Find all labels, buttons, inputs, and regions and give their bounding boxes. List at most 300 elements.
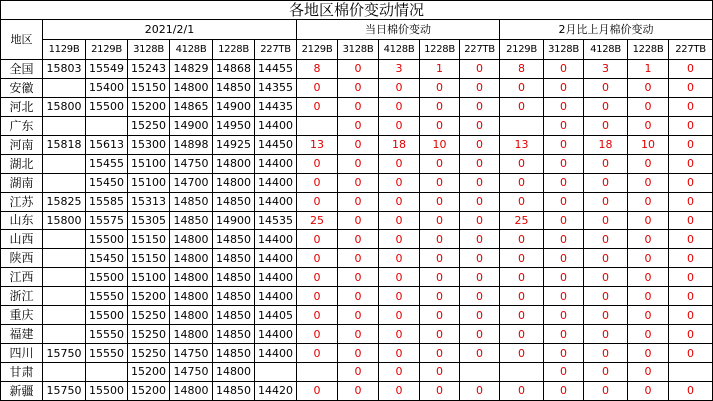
price-cell: 15550 bbox=[86, 325, 128, 344]
price-col-header: 3128B bbox=[128, 40, 170, 60]
daily-change-cell: 0 bbox=[420, 211, 460, 230]
monthly-change-cell: 0 bbox=[500, 344, 544, 363]
price-cell: 14850 bbox=[213, 192, 255, 211]
group-daily-change-header: 当日棉价变动 bbox=[297, 20, 500, 40]
monthly-change-cell: 0 bbox=[544, 249, 584, 268]
price-cell bbox=[43, 116, 86, 135]
daily-change-cell: 0 bbox=[379, 154, 420, 173]
daily-change-col-header: 4128B bbox=[379, 40, 420, 60]
price-col-header: 2129B bbox=[86, 40, 128, 60]
monthly-change-cell: 0 bbox=[628, 230, 669, 249]
price-cell: 14850 bbox=[213, 287, 255, 306]
price-cell: 15100 bbox=[128, 173, 170, 192]
monthly-change-cell: 0 bbox=[500, 230, 544, 249]
price-cell: 15455 bbox=[86, 154, 128, 173]
price-cell: 15750 bbox=[43, 381, 86, 400]
monthly-change-cell: 0 bbox=[628, 173, 669, 192]
price-cell: 14400 bbox=[255, 325, 297, 344]
price-cell: 14800 bbox=[213, 154, 255, 173]
region-cell: 浙江 bbox=[1, 287, 43, 306]
price-cell: 15825 bbox=[43, 192, 86, 211]
daily-change-cell bbox=[460, 363, 500, 382]
daily-change-cell: 0 bbox=[420, 78, 460, 97]
monthly-change-cell: 0 bbox=[584, 78, 628, 97]
monthly-change-cell: 0 bbox=[628, 249, 669, 268]
monthly-change-cell: 25 bbox=[500, 211, 544, 230]
monthly-change-cell: 0 bbox=[500, 381, 544, 400]
monthly-change-cell: 0 bbox=[628, 363, 669, 382]
monthly-change-cell bbox=[669, 363, 713, 382]
daily-change-cell: 0 bbox=[379, 325, 420, 344]
price-cell: 15550 bbox=[86, 344, 128, 363]
daily-change-cell: 0 bbox=[338, 135, 379, 154]
daily-change-cell: 25 bbox=[297, 211, 338, 230]
daily-change-cell: 0 bbox=[460, 287, 500, 306]
monthly-change-cell: 18 bbox=[584, 135, 628, 154]
daily-change-cell: 0 bbox=[338, 60, 379, 79]
monthly-change-cell: 0 bbox=[669, 192, 713, 211]
region-cell: 江苏 bbox=[1, 192, 43, 211]
monthly-change-col-header: 2129B bbox=[500, 40, 544, 60]
monthly-change-cell: 0 bbox=[628, 116, 669, 135]
monthly-change-cell: 0 bbox=[669, 211, 713, 230]
table-row bbox=[1, 268, 713, 287]
price-cell bbox=[43, 268, 86, 287]
daily-change-cell: 0 bbox=[338, 325, 379, 344]
monthly-change-cell: 0 bbox=[628, 78, 669, 97]
region-cell: 安徽 bbox=[1, 78, 43, 97]
monthly-change-cell: 0 bbox=[544, 381, 584, 400]
daily-change-cell: 0 bbox=[297, 249, 338, 268]
price-cell: 14400 bbox=[255, 344, 297, 363]
table-row bbox=[1, 381, 713, 400]
monthly-change-cell: 0 bbox=[500, 287, 544, 306]
monthly-change-cell: 0 bbox=[500, 306, 544, 325]
daily-change-cell: 0 bbox=[420, 97, 460, 116]
daily-change-col-header: 3128B bbox=[338, 40, 379, 60]
daily-change-cell: 0 bbox=[420, 230, 460, 249]
daily-change-cell: 0 bbox=[379, 192, 420, 211]
monthly-change-cell: 8 bbox=[500, 60, 544, 79]
price-cell: 15150 bbox=[128, 249, 170, 268]
price-cell: 14750 bbox=[170, 363, 213, 382]
daily-change-cell: 1 bbox=[420, 60, 460, 79]
daily-change-cell: 0 bbox=[420, 344, 460, 363]
price-cell: 14868 bbox=[213, 60, 255, 79]
price-cell: 14420 bbox=[255, 381, 297, 400]
price-col-header: 1228B bbox=[213, 40, 255, 60]
monthly-change-cell: 0 bbox=[544, 154, 584, 173]
monthly-change-cell bbox=[500, 363, 544, 382]
price-cell: 14400 bbox=[255, 268, 297, 287]
daily-change-cell: 0 bbox=[379, 287, 420, 306]
monthly-change-cell: 0 bbox=[669, 78, 713, 97]
daily-change-cell: 0 bbox=[379, 268, 420, 287]
region-cell: 广东 bbox=[1, 116, 43, 135]
monthly-change-cell: 0 bbox=[584, 173, 628, 192]
monthly-change-col-header: 1228B bbox=[628, 40, 669, 60]
monthly-change-cell: 0 bbox=[584, 192, 628, 211]
monthly-change-cell: 0 bbox=[544, 306, 584, 325]
daily-change-cell: 0 bbox=[460, 173, 500, 192]
price-cell: 14405 bbox=[255, 306, 297, 325]
monthly-change-cell: 0 bbox=[544, 211, 584, 230]
monthly-change-cell: 0 bbox=[628, 344, 669, 363]
price-cell: 14850 bbox=[213, 249, 255, 268]
table-row bbox=[1, 60, 713, 79]
daily-change-cell bbox=[297, 363, 338, 382]
monthly-change-col-header: 3128B bbox=[544, 40, 584, 60]
daily-change-cell: 0 bbox=[297, 287, 338, 306]
table-row bbox=[1, 78, 713, 97]
monthly-change-col-header: 227TB bbox=[669, 40, 713, 60]
daily-change-cell: 0 bbox=[338, 381, 379, 400]
group-date-header: 2021/2/1 bbox=[43, 20, 297, 40]
price-cell: 15305 bbox=[128, 211, 170, 230]
table-row bbox=[1, 154, 713, 173]
price-cell: 14800 bbox=[170, 287, 213, 306]
daily-change-cell: 0 bbox=[460, 306, 500, 325]
price-cell: 15500 bbox=[86, 306, 128, 325]
price-cell: 14400 bbox=[255, 230, 297, 249]
monthly-change-cell: 0 bbox=[628, 211, 669, 230]
price-cell bbox=[43, 78, 86, 97]
price-cell: 15500 bbox=[86, 97, 128, 116]
daily-change-cell: 0 bbox=[338, 116, 379, 135]
daily-change-cell: 0 bbox=[297, 97, 338, 116]
region-cell: 河北 bbox=[1, 97, 43, 116]
monthly-change-cell: 0 bbox=[544, 78, 584, 97]
monthly-change-cell: 0 bbox=[500, 97, 544, 116]
monthly-change-cell: 0 bbox=[544, 173, 584, 192]
price-cell: 14400 bbox=[255, 249, 297, 268]
daily-change-cell: 0 bbox=[420, 116, 460, 135]
region-cell: 陕西 bbox=[1, 249, 43, 268]
monthly-change-cell: 3 bbox=[584, 60, 628, 79]
daily-change-cell: 0 bbox=[460, 249, 500, 268]
table-row bbox=[1, 135, 713, 154]
monthly-change-cell: 0 bbox=[669, 325, 713, 344]
monthly-change-cell: 0 bbox=[584, 306, 628, 325]
daily-change-cell: 0 bbox=[460, 60, 500, 79]
monthly-change-cell: 0 bbox=[628, 154, 669, 173]
price-cell: 15400 bbox=[86, 78, 128, 97]
region-cell: 新疆 bbox=[1, 381, 43, 400]
monthly-change-cell: 0 bbox=[584, 211, 628, 230]
daily-change-cell: 0 bbox=[338, 173, 379, 192]
price-cell: 15613 bbox=[86, 135, 128, 154]
daily-change-cell: 0 bbox=[460, 97, 500, 116]
daily-change-cell: 0 bbox=[379, 344, 420, 363]
monthly-change-cell: 0 bbox=[500, 154, 544, 173]
price-cell: 14850 bbox=[213, 344, 255, 363]
monthly-change-cell: 0 bbox=[669, 287, 713, 306]
daily-change-cell: 0 bbox=[379, 230, 420, 249]
daily-change-col-header: 227TB bbox=[460, 40, 500, 60]
daily-change-cell: 0 bbox=[420, 268, 460, 287]
region-cell: 四川 bbox=[1, 344, 43, 363]
price-cell: 15450 bbox=[86, 249, 128, 268]
price-cell bbox=[43, 173, 86, 192]
daily-change-cell: 0 bbox=[338, 154, 379, 173]
table-row bbox=[1, 363, 713, 382]
monthly-change-cell: 0 bbox=[628, 192, 669, 211]
monthly-change-cell: 0 bbox=[669, 381, 713, 400]
price-cell: 14700 bbox=[170, 173, 213, 192]
price-cell: 14850 bbox=[213, 230, 255, 249]
daily-change-cell: 0 bbox=[460, 116, 500, 135]
daily-change-cell: 0 bbox=[420, 363, 460, 382]
daily-change-cell: 0 bbox=[338, 344, 379, 363]
daily-change-cell: 0 bbox=[379, 97, 420, 116]
table-row bbox=[1, 287, 713, 306]
table-row bbox=[1, 211, 713, 230]
price-col-header: 1129B bbox=[43, 40, 86, 60]
daily-change-cell: 0 bbox=[420, 381, 460, 400]
daily-change-cell: 3 bbox=[379, 60, 420, 79]
daily-change-cell: 0 bbox=[379, 249, 420, 268]
price-cell: 14535 bbox=[255, 211, 297, 230]
monthly-change-cell: 0 bbox=[628, 381, 669, 400]
daily-change-cell: 0 bbox=[297, 192, 338, 211]
price-cell: 14900 bbox=[170, 116, 213, 135]
daily-change-cell: 0 bbox=[379, 306, 420, 325]
monthly-change-cell: 0 bbox=[544, 344, 584, 363]
monthly-change-cell: 0 bbox=[584, 363, 628, 382]
price-col-header: 4128B bbox=[170, 40, 213, 60]
price-cell: 15200 bbox=[128, 97, 170, 116]
daily-change-cell: 0 bbox=[460, 344, 500, 363]
monthly-change-cell: 0 bbox=[669, 154, 713, 173]
table-row bbox=[1, 116, 713, 135]
price-cell: 14850 bbox=[213, 268, 255, 287]
daily-change-col-header: 2129B bbox=[297, 40, 338, 60]
daily-change-cell: 0 bbox=[338, 192, 379, 211]
price-cell: 15150 bbox=[128, 230, 170, 249]
monthly-change-cell: 0 bbox=[500, 268, 544, 287]
region-cell: 河南 bbox=[1, 135, 43, 154]
daily-change-cell: 0 bbox=[379, 116, 420, 135]
monthly-change-cell: 0 bbox=[584, 249, 628, 268]
monthly-change-cell: 0 bbox=[544, 230, 584, 249]
table-row bbox=[1, 97, 713, 116]
price-cell: 14900 bbox=[213, 211, 255, 230]
price-cell: 14829 bbox=[170, 60, 213, 79]
price-cell: 14800 bbox=[170, 78, 213, 97]
price-cell: 15200 bbox=[128, 363, 170, 382]
monthly-change-cell: 10 bbox=[628, 135, 669, 154]
price-cell: 14355 bbox=[255, 78, 297, 97]
group-monthly-change-header: 2月比上月棉价变动 bbox=[500, 20, 713, 40]
price-cell: 15313 bbox=[128, 192, 170, 211]
price-cell: 14400 bbox=[255, 173, 297, 192]
monthly-change-cell: 0 bbox=[669, 230, 713, 249]
price-cell: 14800 bbox=[213, 173, 255, 192]
price-cell bbox=[43, 287, 86, 306]
monthly-change-cell: 0 bbox=[669, 135, 713, 154]
price-cell: 15800 bbox=[43, 97, 86, 116]
daily-change-cell bbox=[297, 116, 338, 135]
price-cell: 14435 bbox=[255, 97, 297, 116]
price-cell: 15585 bbox=[86, 192, 128, 211]
price-cell: 15200 bbox=[128, 287, 170, 306]
region-cell: 福建 bbox=[1, 325, 43, 344]
daily-change-cell: 0 bbox=[379, 381, 420, 400]
daily-change-cell: 10 bbox=[420, 135, 460, 154]
daily-change-cell: 0 bbox=[297, 381, 338, 400]
table-row bbox=[1, 325, 713, 344]
monthly-change-cell: 0 bbox=[628, 325, 669, 344]
price-cell: 15250 bbox=[128, 306, 170, 325]
price-cell: 14850 bbox=[213, 78, 255, 97]
price-cell: 14865 bbox=[170, 97, 213, 116]
price-cell: 15250 bbox=[128, 116, 170, 135]
table-row bbox=[1, 306, 713, 325]
table-title: 各地区棉价变动情况 bbox=[1, 1, 713, 20]
monthly-change-cell: 0 bbox=[584, 287, 628, 306]
monthly-change-cell: 0 bbox=[544, 268, 584, 287]
price-cell: 14450 bbox=[255, 135, 297, 154]
price-cell: 14898 bbox=[170, 135, 213, 154]
price-cell bbox=[43, 363, 86, 382]
price-cell: 14400 bbox=[255, 287, 297, 306]
daily-change-cell: 0 bbox=[379, 363, 420, 382]
region-header: 地区 bbox=[1, 20, 43, 60]
daily-change-cell: 0 bbox=[420, 287, 460, 306]
daily-change-cell: 0 bbox=[420, 173, 460, 192]
table-row bbox=[1, 173, 713, 192]
monthly-change-cell: 13 bbox=[500, 135, 544, 154]
monthly-change-cell: 0 bbox=[584, 268, 628, 287]
monthly-change-cell: 0 bbox=[500, 173, 544, 192]
monthly-change-cell: 0 bbox=[628, 97, 669, 116]
daily-change-cell: 0 bbox=[338, 78, 379, 97]
price-cell: 15300 bbox=[128, 135, 170, 154]
price-cell: 14400 bbox=[255, 154, 297, 173]
price-cell: 15800 bbox=[43, 211, 86, 230]
monthly-change-cell: 0 bbox=[584, 230, 628, 249]
price-cell: 14800 bbox=[170, 306, 213, 325]
monthly-change-cell: 0 bbox=[669, 60, 713, 79]
price-cell: 15549 bbox=[86, 60, 128, 79]
daily-change-cell: 0 bbox=[420, 306, 460, 325]
price-cell bbox=[86, 363, 128, 382]
price-cell: 14850 bbox=[170, 192, 213, 211]
daily-change-cell: 0 bbox=[297, 344, 338, 363]
daily-change-cell: 0 bbox=[338, 287, 379, 306]
daily-change-cell: 0 bbox=[297, 306, 338, 325]
daily-change-cell: 0 bbox=[338, 97, 379, 116]
price-cell: 14850 bbox=[170, 211, 213, 230]
region-cell: 甘肃 bbox=[1, 363, 43, 382]
monthly-change-cell: 0 bbox=[544, 60, 584, 79]
monthly-change-cell: 0 bbox=[500, 78, 544, 97]
price-cell: 14850 bbox=[213, 325, 255, 344]
table-row bbox=[1, 344, 713, 363]
price-cell: 15150 bbox=[128, 78, 170, 97]
monthly-change-cell: 0 bbox=[544, 135, 584, 154]
region-cell: 湖北 bbox=[1, 154, 43, 173]
daily-change-cell: 0 bbox=[460, 192, 500, 211]
price-cell: 14400 bbox=[255, 192, 297, 211]
daily-change-cell: 0 bbox=[460, 230, 500, 249]
price-cell: 14800 bbox=[213, 363, 255, 382]
monthly-change-cell: 0 bbox=[500, 325, 544, 344]
monthly-change-cell: 0 bbox=[584, 116, 628, 135]
daily-change-cell: 0 bbox=[460, 268, 500, 287]
monthly-change-cell: 0 bbox=[544, 363, 584, 382]
monthly-change-cell bbox=[500, 116, 544, 135]
region-cell: 山西 bbox=[1, 230, 43, 249]
price-cell: 15200 bbox=[128, 381, 170, 400]
daily-change-cell: 0 bbox=[297, 173, 338, 192]
daily-change-cell: 0 bbox=[460, 381, 500, 400]
monthly-change-cell: 0 bbox=[500, 249, 544, 268]
region-cell: 江西 bbox=[1, 268, 43, 287]
price-cell: 15243 bbox=[128, 60, 170, 79]
daily-change-cell: 0 bbox=[297, 325, 338, 344]
monthly-change-cell: 0 bbox=[669, 268, 713, 287]
daily-change-cell: 0 bbox=[420, 154, 460, 173]
region-cell: 重庆 bbox=[1, 306, 43, 325]
monthly-change-cell: 0 bbox=[584, 344, 628, 363]
monthly-change-cell: 0 bbox=[500, 192, 544, 211]
price-cell: 15450 bbox=[86, 173, 128, 192]
daily-change-cell: 13 bbox=[297, 135, 338, 154]
price-cell: 15100 bbox=[128, 154, 170, 173]
price-cell: 15500 bbox=[86, 268, 128, 287]
price-cell: 15818 bbox=[43, 135, 86, 154]
table-row bbox=[1, 230, 713, 249]
daily-change-cell: 0 bbox=[338, 211, 379, 230]
price-cell: 14800 bbox=[170, 230, 213, 249]
daily-change-cell: 0 bbox=[338, 249, 379, 268]
price-col-header: 227TB bbox=[255, 40, 297, 60]
monthly-change-cell: 0 bbox=[669, 249, 713, 268]
region-cell: 湖南 bbox=[1, 173, 43, 192]
daily-change-cell: 0 bbox=[460, 211, 500, 230]
price-cell: 14800 bbox=[170, 268, 213, 287]
monthly-change-cell: 0 bbox=[584, 325, 628, 344]
price-cell: 14850 bbox=[213, 306, 255, 325]
region-cell: 山东 bbox=[1, 211, 43, 230]
daily-change-cell: 0 bbox=[379, 211, 420, 230]
daily-change-cell: 0 bbox=[460, 154, 500, 173]
daily-change-cell: 0 bbox=[338, 306, 379, 325]
price-cell: 14750 bbox=[170, 344, 213, 363]
daily-change-cell: 0 bbox=[379, 173, 420, 192]
price-cell bbox=[86, 116, 128, 135]
price-cell: 15803 bbox=[43, 60, 86, 79]
daily-change-cell: 0 bbox=[297, 268, 338, 287]
monthly-change-cell: 0 bbox=[628, 268, 669, 287]
price-cell bbox=[43, 306, 86, 325]
monthly-change-cell: 0 bbox=[669, 173, 713, 192]
daily-change-cell: 0 bbox=[379, 78, 420, 97]
daily-change-cell: 0 bbox=[460, 135, 500, 154]
price-cell: 15250 bbox=[128, 325, 170, 344]
price-cell: 15250 bbox=[128, 344, 170, 363]
daily-change-cell: 0 bbox=[460, 325, 500, 344]
daily-change-cell: 18 bbox=[379, 135, 420, 154]
monthly-change-cell: 0 bbox=[544, 116, 584, 135]
monthly-change-cell: 0 bbox=[544, 325, 584, 344]
monthly-change-cell: 0 bbox=[669, 116, 713, 135]
price-cell: 14800 bbox=[170, 249, 213, 268]
price-cell: 14455 bbox=[255, 60, 297, 79]
price-cell: 14850 bbox=[213, 381, 255, 400]
monthly-change-cell: 0 bbox=[669, 306, 713, 325]
